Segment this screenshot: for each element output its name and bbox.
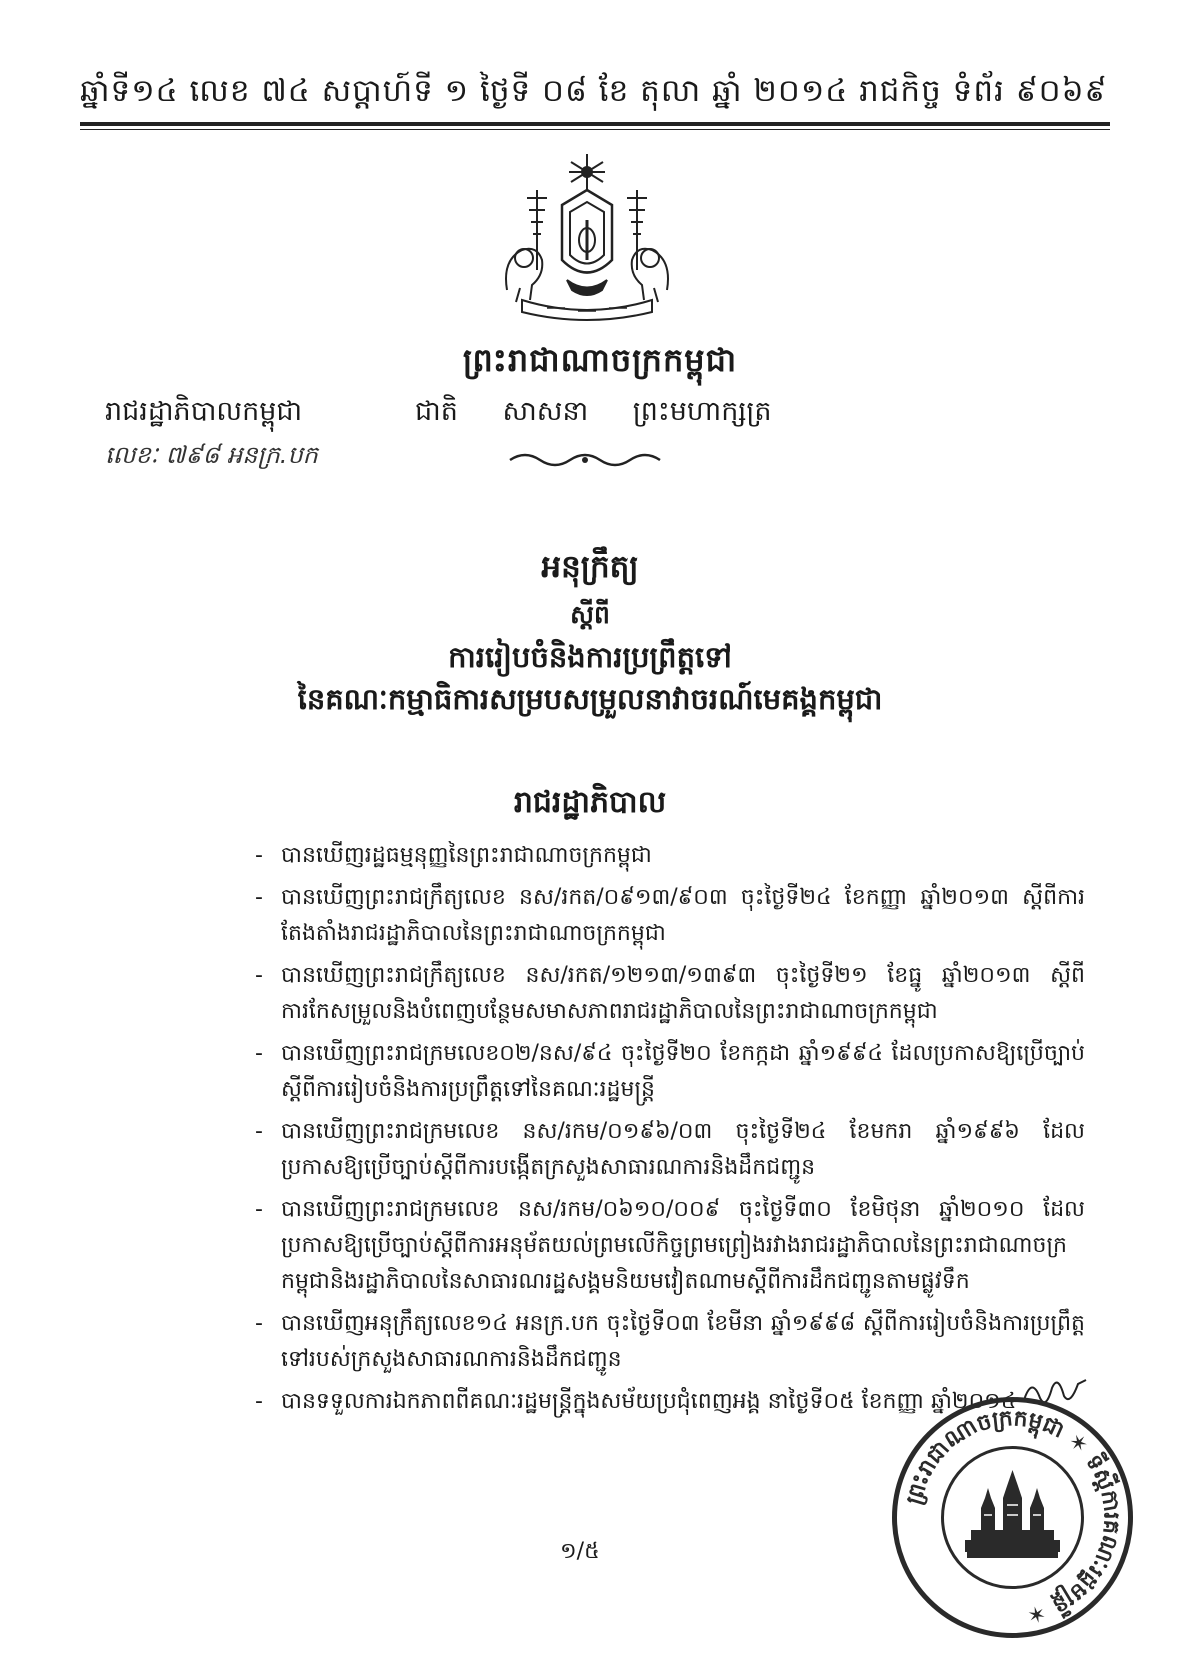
list-item: - បានឃើញរដ្ឋធម្មនុញ្ញនៃព្រះរាជាណាចក្រកម្ពុជា bbox=[255, 843, 652, 868]
list-item: - បានឃើញព្រះរាជក្រមលេខ០២/នស/៩៤ ចុះថ្ងៃទី២០ ខែកក្កដា ឆ្នាំ១៩៩៤ ដែលប្រកាសឱ្យប្រើច្បាប់ស្តីពីការរៀបចំនិងការប្រព្រឹត្តទៅនៃគណៈរដ្ឋមន្ត្រី bbox=[255, 1041, 1085, 1102]
document-title-line-2: នៃគណៈកម្មាធិការសម្របសម្រួលនាវាចរណ៍មេគង្គកម្ពុជា bbox=[297, 682, 883, 716]
body-heading: រាជរដ្ឋាភិបាល bbox=[513, 785, 667, 820]
clause-text: បានឃើញព្រះរាជក្រឹត្យលេខ នស/រកត/០៩១៣/៩០៣ ចុះថ្ងៃទី២៤ ខែកញ្ញា ឆ្នាំ២០១៣ ស្តីពីការតែងតាំងរាជរដ្ឋាភិបាលនៃព្រះរាជាណាចក្រកម្ពុជា bbox=[281, 885, 1085, 946]
clause-text: បានទទួលការឯកភាពពីគណៈរដ្ឋមន្ត្រីក្នុងសម័យប្រជុំពេញអង្គ នាថ្ងៃទី០៥ ខែកញ្ញា ឆ្នាំ២០១៤ bbox=[281, 1389, 1017, 1414]
list-item: - បានទទួលការឯកភាពពីគណៈរដ្ឋមន្ត្រីក្នុងសម័យប្រជុំពេញអង្គ នាថ្ងៃទី០៥ ខែកញ្ញា ឆ្នាំ២០១៤ bbox=[255, 1389, 1017, 1414]
official-seal-icon bbox=[885, 1390, 1140, 1645]
preamble-clauses bbox=[255, 838, 1085, 1426]
ornament-divider-icon bbox=[505, 450, 665, 470]
clause-text: បានឃើញព្រះរាជក្រមលេខ នស/រកម/០៦១០/០០៩ ចុះថ្ងៃទី៣០ ខែមិថុនា ឆ្នាំ២០១០ ដែលប្រកាសឱ្យប្រើច្បាប់ស្តីពីការអនុម័តយល់ព្រមលើកិច្ចព្រមព្រៀងរវាងរាជរដ្ឋាភិបាលនៃព្រះរាជាណាចក្រកម្ពុជានិងរដ្ឋាភិបាលនៃសាធារណរដ្ឋសង្គមនិយមវៀតណាមស្តីពីការដឹកជញ្ជូនតាមផ្លូវទឹក bbox=[281, 1197, 1085, 1294]
clause-text: បានឃើញអនុក្រឹត្យលេខ១៤ អនក្រ.បក ចុះថ្ងៃទី០៣ ខែមីនា ឆ្នាំ១៩៩៨ ស្តីពីការរៀបចំនិងការប្រព្រឹត្តទៅរបស់ក្រសួងសាធារណការនិងដឹកជញ្ជូន bbox=[281, 1311, 1085, 1372]
document-about: ស្តីពី bbox=[570, 600, 610, 629]
motto-religion: សាសនា bbox=[502, 396, 589, 427]
clause-text: បានឃើញព្រះរាជក្រឹត្យលេខ នស/រកត/១២១៣/១៣៩៣ ចុះថ្ងៃទី២១ ខែធ្នូ ឆ្នាំ២០១៣ ស្តីពីការកែសម្រួលនិងបំពេញបន្ថែមសមាសភាពរាជរដ្ឋាភិបាលនៃព្រះរាជាណាចក្រកម្ពុជា bbox=[281, 963, 1085, 1024]
list-item: - បានឃើញព្រះរាជក្រឹត្យលេខ នស/រកត/០៩១៣/៩០៣ ចុះថ្ងៃទី២៤ ខែកញ្ញា ឆ្នាំ២០១៣ ស្តីពីការតែងតាំងរាជរដ្ឋាភិបាលនៃព្រះរាជាណាចក្រកម្ពុជា bbox=[255, 885, 1085, 946]
header-divider bbox=[80, 122, 1110, 130]
clause-text: បានឃើញព្រះរាជក្រមលេខ០២/នស/៩៤ ចុះថ្ងៃទី២០ ខែកក្កដា ឆ្នាំ១៩៩៤ ដែលប្រកាសឱ្យប្រើច្បាប់ស្តីពីការរៀបចំនិងការប្រព្រឹត្តទៅនៃគណៈរដ្ឋមន្ត្រី bbox=[281, 1041, 1085, 1102]
list-item: - បានឃើញព្រះរាជក្រឹត្យលេខ នស/រកត/១២១៣/១៣៩៣ ចុះថ្ងៃទី២១ ខែធ្នូ ឆ្នាំ២០១៣ ស្តីពីការកែសម្រួលនិងបំពេញបន្ថែមសមាសភាពរាជរដ្ឋាភិបាលនៃព្រះរាជាណាចក្រកម្ពុជា bbox=[255, 963, 1085, 1024]
motto-king: ព្រះមហាក្សត្រ bbox=[632, 396, 772, 427]
list-item: - បានឃើញព្រះរាជក្រមលេខ នស/រកម/០៦១០/០០៩ ចុះថ្ងៃទី៣០ ខែមិថុនា ឆ្នាំ២០១០ ដែលប្រកាសឱ្យប្រើច្បាប់ស្តីពីការអនុម័តយល់ព្រមលើកិច្ចព្រមព្រៀងរវាងរាជរដ្ឋាភិបាលនៃព្រះរាជាណាចក្រកម្ពុជានិងរដ្ឋាភិបាលនៃសាធារណរដ្ឋសង្គមនិយមវៀតណាមស្តីពីការដឹកជញ្ជូនតាមផ្លូវទឹក bbox=[255, 1197, 1085, 1294]
clause-text: បានឃើញព្រះរាជក្រមលេខ នស/រកម/០១៩៦/០៣ ចុះថ្ងៃទី២៤ ខែមករា ឆ្នាំ១៩៩៦ ដែលប្រកាសឱ្យប្រើច្បាប់ស្តីពីការបង្កើតក្រសួងសាធារណការនិងដឹកជញ្ជូន bbox=[281, 1119, 1085, 1180]
document-type: អនុក្រឹត្យ bbox=[541, 549, 639, 585]
running-header: ឆ្នាំទី១៤ លេខ ៧៤ សប្តាហ៍ទី ១ ថ្ងៃទី ០៨ ខែ តុលា ឆ្នាំ ២០១៤ រាជកិច្ច ទំព័រ ៩០៦៩ bbox=[80, 73, 1108, 109]
list-item: - បានឃើញព្រះរាជក្រមលេខ នស/រកម/០១៩៦/០៣ ចុះថ្ងៃទី២៤ ខែមករា ឆ្នាំ១៩៩៦ ដែលប្រកាសឱ្យប្រើច្បាប់ស្តីពីការបង្កើតក្រសួងសាធារណការនិងដឹកជញ្ជូន bbox=[255, 1119, 1085, 1180]
royal-coat-of-arms-icon bbox=[492, 150, 682, 325]
motto-nation: ជាតិ bbox=[415, 396, 458, 427]
seal-text: ព្រះរាជាណាចក្រកម្ពុជា ✶ ទីស្តីការគណៈរដ្ឋមន្ត្រី ✶ bbox=[901, 1406, 1124, 1628]
document-title-line-1: ការរៀបចំនិងការប្រព្រឹត្តទៅ bbox=[448, 640, 732, 674]
page-number: ១/៥ bbox=[560, 1539, 600, 1564]
national-motto bbox=[415, 395, 808, 434]
issuing-authority: រាជរដ្ឋាភិបាលកម្ពុជា bbox=[105, 396, 303, 427]
list-item: - បានឃើញអនុក្រឹត្យលេខ១៤ អនក្រ.បក ចុះថ្ងៃទី០៣ ខែមីនា ឆ្នាំ១៩៩៨ ស្តីពីការរៀបចំនិងការប្រព្រឹត្តទៅរបស់ក្រសួងសាធារណការនិងដឹកជញ្ជូន bbox=[255, 1311, 1085, 1372]
reference-number: លេខៈ ៧៩៨ អនក្រ.បក bbox=[105, 441, 318, 469]
clause-text: បានឃើញរដ្ឋធម្មនុញ្ញនៃព្រះរាជាណាចក្រកម្ពុជា bbox=[281, 843, 652, 868]
kingdom-title: ព្រះរាជាណាចក្រកម្ពុជា bbox=[462, 341, 738, 379]
